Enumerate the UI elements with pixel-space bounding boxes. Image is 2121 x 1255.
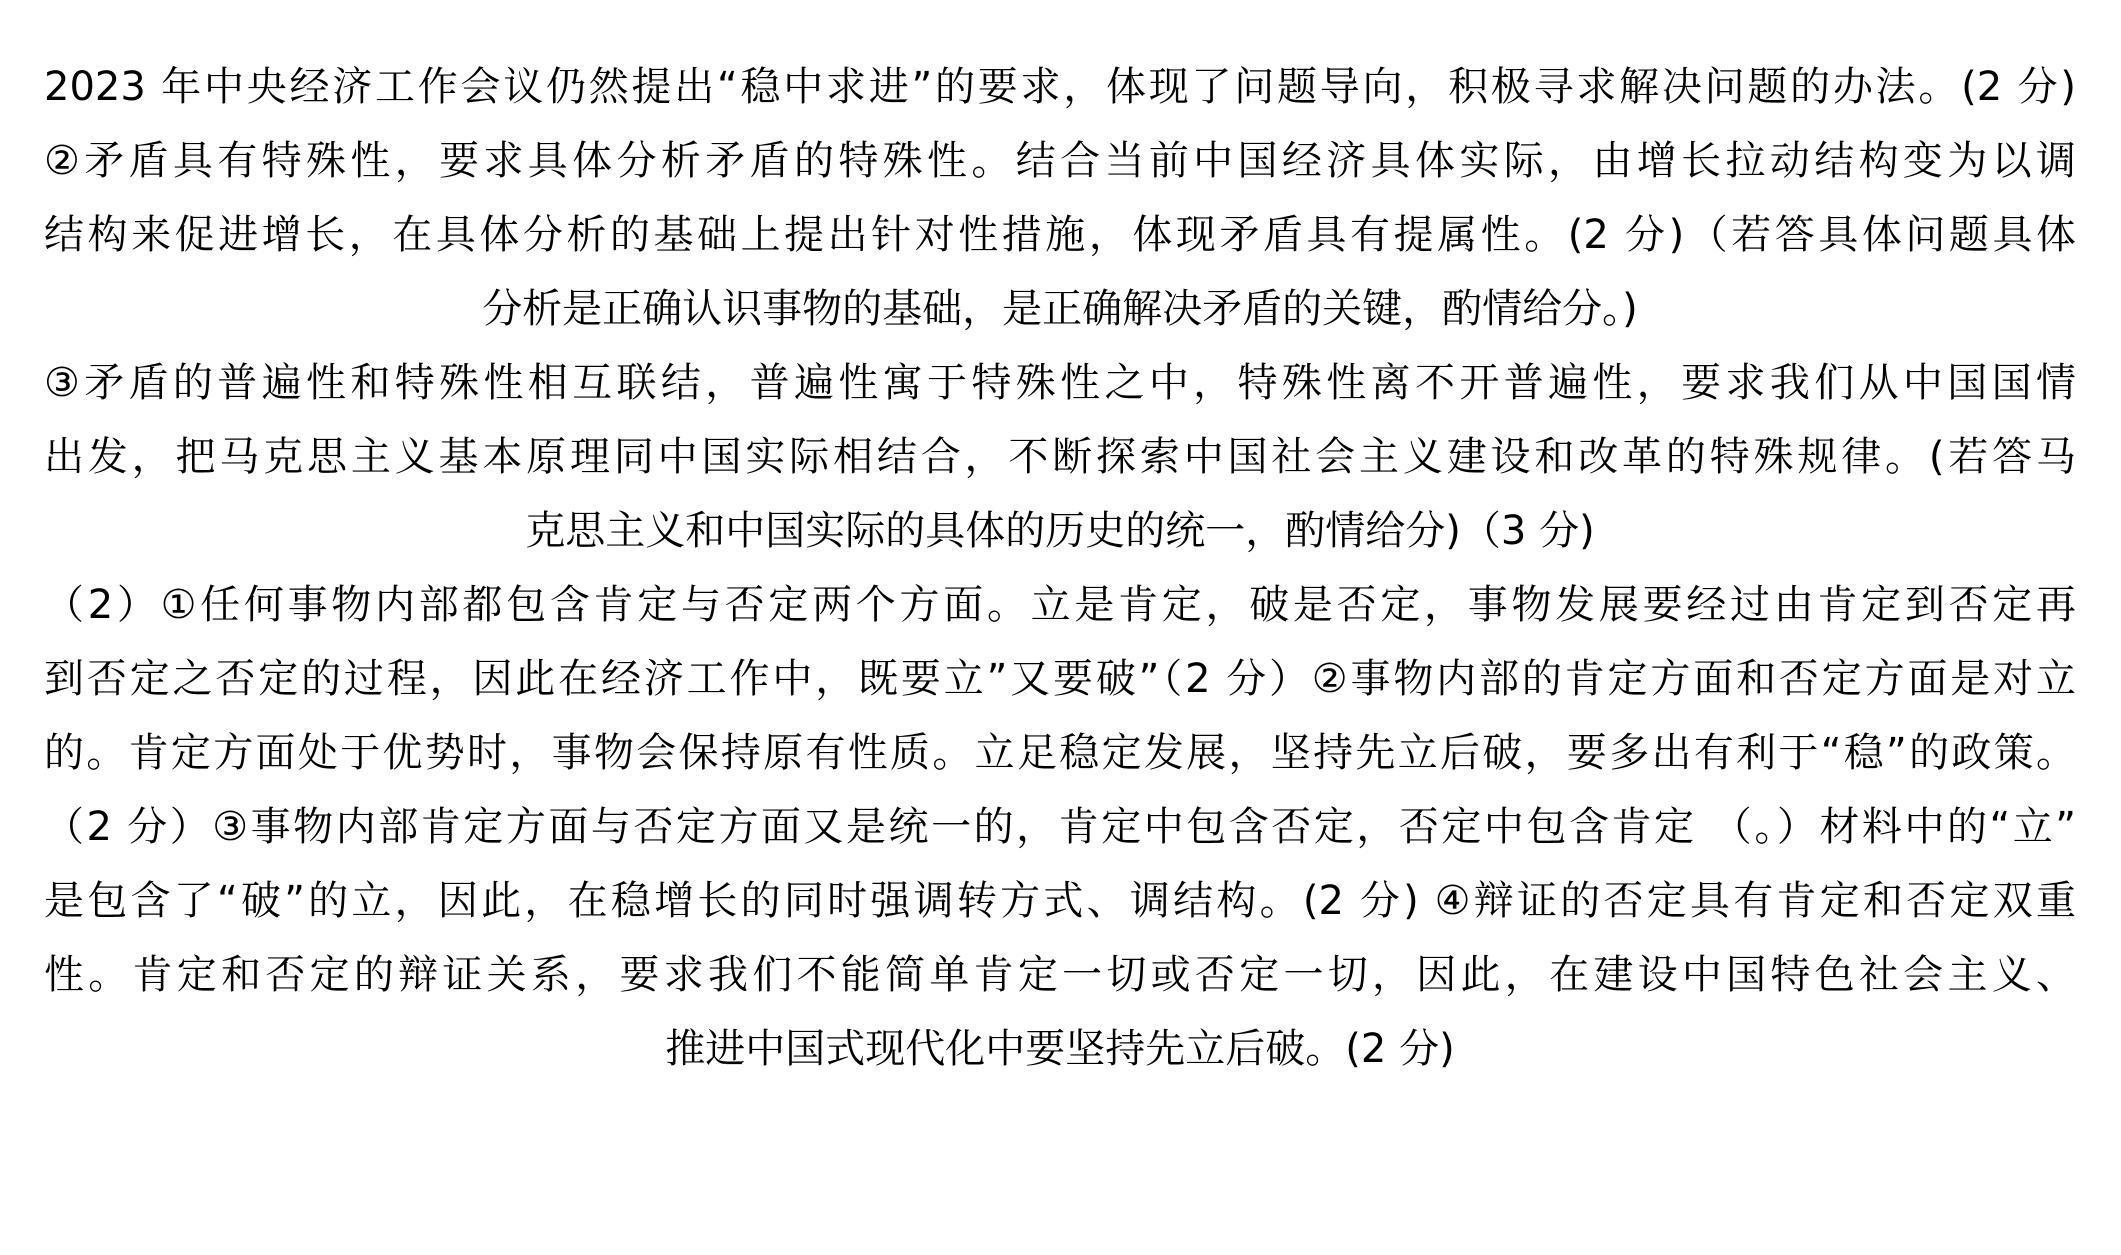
text-line-4: 分析是正确认识事物的基础，是正确解决矛盾的关键，酌情给分。) [482,286,1638,332]
text-line-5: ③矛盾的普遍性和特殊性相互联结，普遍性寓于特殊性之中，特殊性离不开普遍性，要求我们从中国国情 [44,360,2076,406]
text-line-2: ②矛盾具有特殊性，要求具体分析矛盾的特殊性。结合当前中国经济具体实际，由增长拉动结构变为以调 [44,138,2076,184]
text-line-1: 2023 年中央经济工作会议仍然提出“稳中求进”的要求，体现了问题导向，积极寻求解决问题的办法。(2 分) [44,64,2076,110]
text-line-6: 出发，把马克思主义基本原理同中国实际相结合，不断探索中国社会主义建设和改革的特殊规律。(若答马 [44,434,2076,480]
text-line-11: （2 分）③事物内部肯定方面与否定方面又是统一的，肯定中包含否定，否定中包含肯定 （。）材料中的“立” [44,804,2076,850]
text-line-10: 的。肯定方面处于优势时，事物会保持原有性质。立足稳定发展，坚持先立后破，要多出有利于“稳”的政策。 [44,730,2076,776]
text-line-13: 性。肯定和否定的辩证关系，要求我们不能简单肯定一切或否定一切，因此，在建设中国特色社会主义、 [44,952,2076,998]
text-line-12: 是包含了“破”的立，因此，在稳增长的同时强调转方式、调结构。(2 分) ④辩证的否定具有肯定和否定双重 [44,878,2076,924]
text-line-7: 克思主义和中国实际的具体的历史的统一，酌情给分)（3 分) [525,508,1595,554]
text-line-9: 到否定之否定的过程，因此在经济工作中，既要立”又要破”（2 分）②事物内部的肯定方面和否定方面是对立 [44,656,2076,702]
text-line-3: 结构来促进增长，在具体分析的基础上提出针对性措施，体现矛盾具有提属性。(2 分)（若答具体问题具体 [44,212,2076,258]
text-line-8: （2）①任何事物内部都包含肯定与否定两个方面。立是肯定，破是否定，事物发展要经过由肯定到否定再 [44,582,2076,628]
text-line-14: 推进中国式现代化中要坚持先立后破。(2 分) [665,1026,1455,1072]
